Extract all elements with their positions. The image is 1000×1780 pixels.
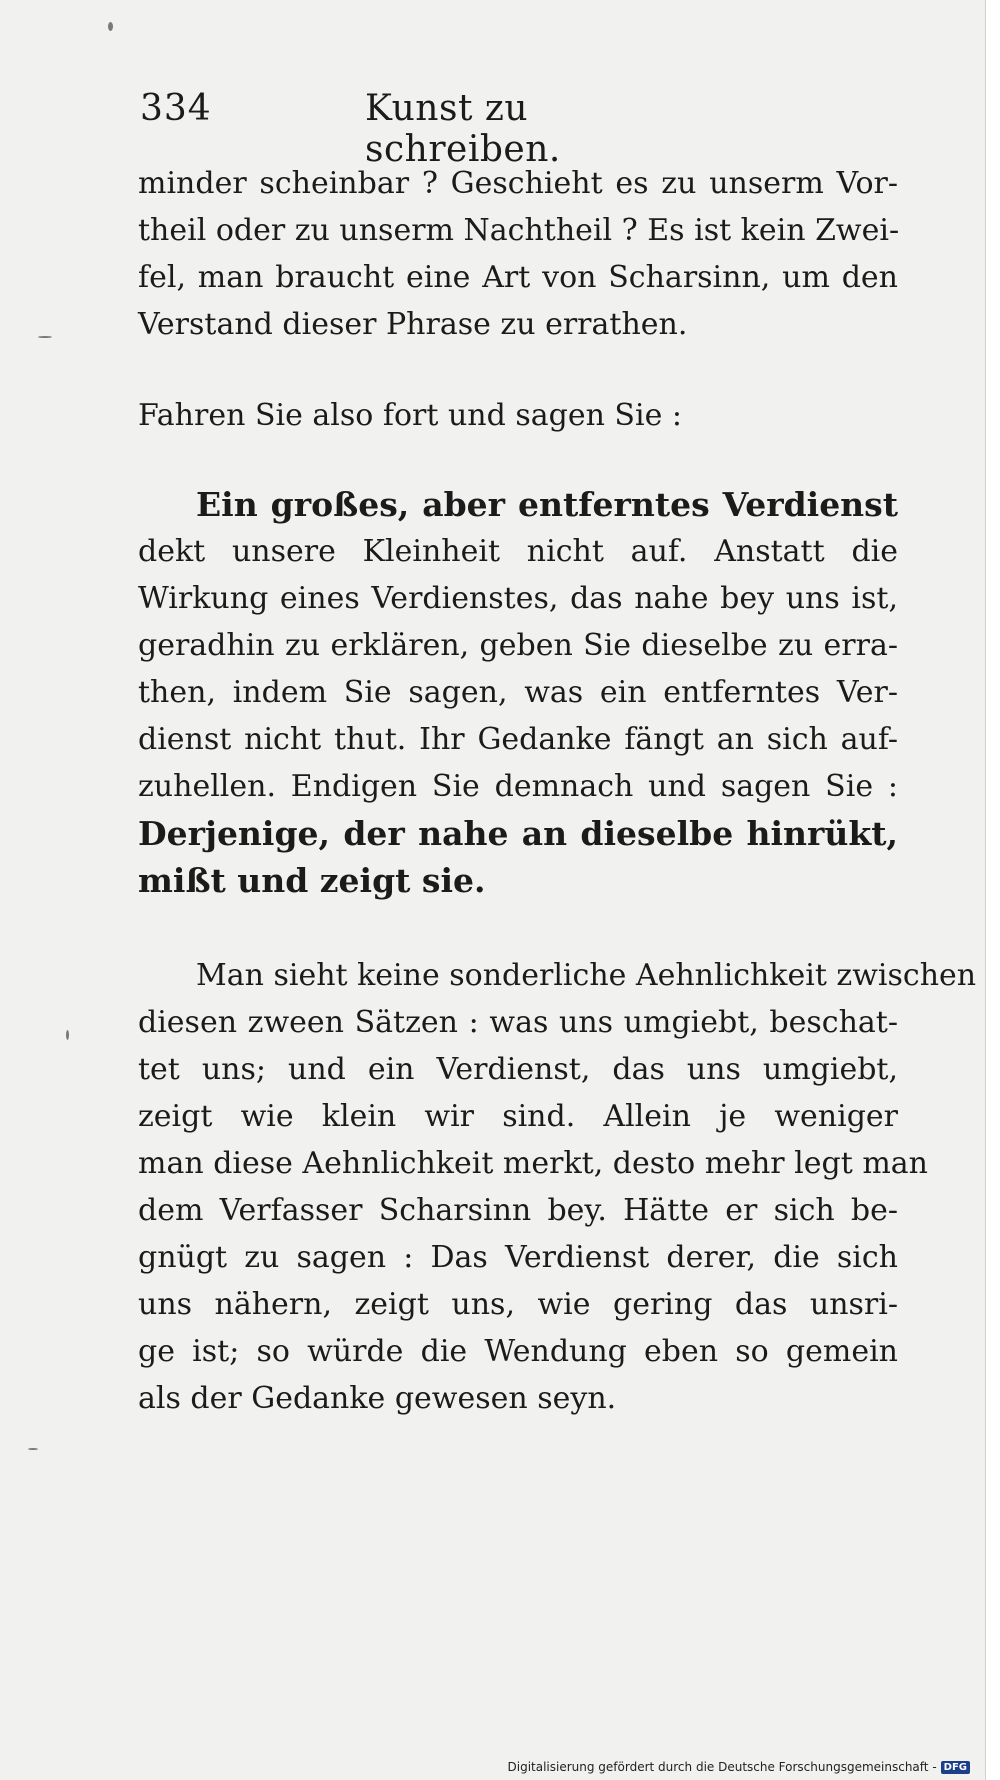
text-line: dienst nicht thut. Ihr Gedanke fängt an sich auf- <box>138 722 898 757</box>
text-line: uns nähern, zeigt uns, wie gering das unsri- <box>138 1287 898 1322</box>
scan-speck <box>38 336 52 338</box>
scan-speck <box>66 1030 69 1040</box>
text-line: dem Verfasser Scharsinn bey. Hätte er sich be- <box>138 1193 898 1228</box>
text-line: geradhin zu erklären, geben Sie dieselbe zu erra- <box>138 628 898 663</box>
text-line: gnügt zu sagen : Das Verdienst derer, die sich <box>138 1240 898 1275</box>
text-line: tet uns; und ein Verdienst, das uns umgiebt, <box>138 1052 898 1087</box>
text-line: Man sieht keine sonderliche Aehnlichkeit zwischen <box>196 958 977 993</box>
text-line: diesen zween Sätzen : was uns umgiebt, beschat- <box>138 1005 898 1040</box>
text-line: Wirkung eines Verdienstes, das nahe bey uns ist, <box>138 581 898 616</box>
emphasized-line: Ein großes, aber entferntes Verdienst <box>196 485 898 524</box>
paragraph-4 <box>138 952 977 1422</box>
paragraph-3 <box>138 481 898 904</box>
paragraph-2 <box>138 392 898 439</box>
credit-text: Digitalisierung gefördert durch die Deutsche Forschungsgemeinschaft - <box>507 1760 937 1774</box>
text-line: ge ist; so würde die Wendung eben so gemein <box>138 1334 898 1369</box>
running-title: Kunst zu schreiben. <box>365 88 561 170</box>
body-text <box>138 160 977 1422</box>
text-line: zuhellen. Endigen Sie demnach und sagen Sie : <box>138 769 898 804</box>
emphasized-line: mißt und zeigt sie. <box>138 861 486 900</box>
text-line: zeigt wie klein wir sind. Allein je weniger <box>138 1099 898 1134</box>
scan-speck <box>108 22 113 31</box>
emphasized-line: Derjenige, der nahe an dieselbe hinrükt, <box>138 814 898 853</box>
text-line: minder scheinbar ? Geschieht es zu unserm Vor- <box>138 166 898 201</box>
paragraph-1 <box>138 160 898 348</box>
digitization-credit <box>508 1760 971 1774</box>
text-line: als der Gedanke gewesen seyn. <box>138 1381 617 1416</box>
text-line: theil oder zu unserm Nachtheil ? Es ist kein Zwei- <box>138 213 900 248</box>
scan-speck <box>28 1448 38 1450</box>
page-number: 334 <box>140 88 212 129</box>
page-edge <box>985 0 1000 1780</box>
text-line: dekt unsere Kleinheit nicht auf. Anstatt die <box>138 534 898 569</box>
text-line: Fahren Sie also fort und sagen Sie : <box>138 398 682 433</box>
text-line: Verstand dieser Phrase zu errathen. <box>138 307 688 342</box>
text-line: fel, man braucht eine Art von Scharsinn, um den <box>138 260 898 295</box>
page-header <box>140 88 700 170</box>
text-line: man diese Aehnlichkeit merkt, desto mehr legt man <box>138 1146 928 1181</box>
text-line: then, indem Sie sagen, was ein entferntes Ver- <box>138 675 898 710</box>
dfg-logo-icon: DFG <box>941 1761 970 1774</box>
